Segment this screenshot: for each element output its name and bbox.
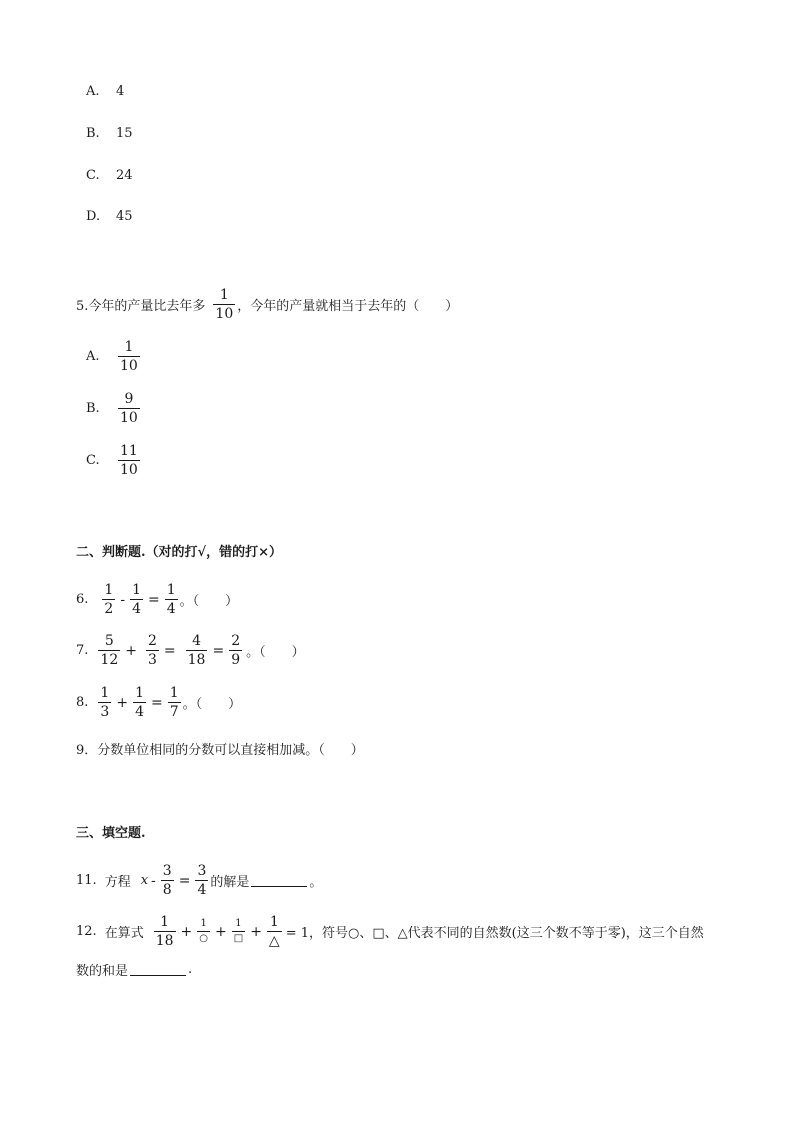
option-value: 4 (116, 84, 125, 99)
question-12 (76, 915, 704, 948)
equals: = (150, 694, 163, 711)
numerator: 1 (135, 685, 144, 701)
q5-option-a (86, 340, 142, 373)
denominator: 12 (100, 652, 119, 668)
q4-option-c (86, 168, 133, 183)
answer-parentheses: 。（ ） (246, 645, 305, 660)
denominator: □ (233, 933, 244, 944)
q6-number: 6. (76, 592, 89, 607)
section-2-title: 二、判断题.（对的打√，错的打×） (76, 545, 282, 560)
numerator: 2 (147, 633, 157, 649)
q12-number: 12. (76, 924, 97, 939)
q11-stem-pre: 方程 (104, 875, 131, 890)
question-11 (76, 864, 322, 897)
denominator: 3 (100, 704, 110, 720)
numerator: 1 (169, 685, 179, 701)
option-label: D. (86, 209, 101, 224)
denominator: 10 (215, 306, 234, 322)
fraction (102, 583, 115, 616)
option-label: C. (86, 453, 100, 468)
denominator: 4 (166, 601, 176, 617)
question-8 (76, 686, 241, 719)
answer-parentheses: 。（ ） (182, 697, 242, 712)
denominator: 8 (162, 882, 172, 898)
option-label: C. (86, 168, 100, 183)
fraction (197, 919, 210, 944)
q11-end: 。 (309, 875, 323, 890)
q8-number: 8. (76, 695, 89, 710)
operator: + (180, 923, 193, 940)
option-label: A. (86, 84, 100, 99)
numerator: 1 (160, 914, 170, 930)
denominator: △ (268, 933, 280, 949)
q4-option-d (86, 209, 133, 224)
q5-option-c (86, 444, 142, 477)
operator: + (125, 642, 137, 659)
option-fraction (118, 340, 140, 373)
q7-number: 7. (76, 643, 89, 658)
q12-line2: 数的和是 (76, 964, 129, 979)
q4-option-a (86, 84, 124, 99)
q5-stem-post: ，今年的产量就相当于去年的（ ） (237, 299, 459, 314)
denominator: 7 (169, 704, 179, 720)
denominator: 10 (120, 410, 138, 426)
fraction (165, 583, 178, 616)
denominator: 4 (135, 704, 144, 720)
numerator: 1 (166, 582, 176, 598)
option-value: 24 (116, 168, 133, 183)
numerator: 1 (219, 287, 229, 303)
fraction (186, 634, 208, 667)
numerator: 3 (162, 863, 172, 879)
numerator: 1 (235, 918, 242, 929)
denominator: 18 (187, 652, 206, 668)
equals: = (147, 591, 160, 608)
question-5 (76, 288, 458, 321)
numerator: 3 (197, 863, 207, 879)
option-fraction (118, 444, 140, 477)
option-label: B. (86, 401, 100, 416)
numerator: 9 (124, 391, 134, 407)
option-label: B. (86, 126, 100, 141)
operator: + (116, 694, 129, 711)
fraction (98, 686, 111, 719)
q12-end: . (188, 962, 193, 977)
question-6 (76, 583, 238, 616)
option-value: 15 (116, 126, 133, 141)
denominator: ○ (199, 933, 208, 944)
fraction (98, 634, 120, 667)
option-fraction (118, 392, 140, 425)
denominator: 18 (155, 933, 174, 949)
section-3-title: 三、填空题. (76, 826, 146, 841)
fraction (267, 915, 282, 948)
denominator: 4 (197, 882, 207, 898)
q11-number: 11. (76, 873, 97, 888)
numerator: 5 (104, 633, 114, 649)
numerator: 1 (100, 685, 110, 701)
question-12-line-2 (76, 960, 192, 979)
fraction (168, 686, 181, 719)
equals: = (178, 872, 191, 889)
numerator: 1 (200, 918, 207, 929)
operator: + (250, 923, 262, 940)
numerator: 4 (192, 633, 201, 649)
equals: = (212, 642, 225, 659)
numerator: 11 (120, 443, 138, 459)
option-label: A. (86, 349, 100, 364)
fraction (146, 634, 159, 667)
numerator: 1 (124, 339, 134, 355)
q12-stem-pre: 在算式 (104, 926, 144, 941)
operator: - (120, 591, 126, 608)
denominator: 2 (104, 601, 114, 617)
denominator: 3 (147, 652, 157, 668)
denominator: 4 (132, 601, 141, 617)
q5-option-b (86, 392, 142, 425)
denominator: 10 (120, 358, 138, 374)
operator: + (215, 923, 227, 940)
answer-blank[interactable] (130, 963, 186, 976)
q12-stem-rest: = 1，符号○、□、△代表不同的自然数(这三个数不等于零)，这三个自然 (285, 926, 704, 941)
denominator: 9 (231, 652, 241, 668)
q5-fraction (213, 288, 235, 321)
fraction (130, 583, 143, 616)
fraction (154, 915, 176, 948)
fraction (232, 919, 245, 944)
answer-parentheses: 。（ ） (179, 594, 239, 609)
q11-stem-post: 的解是 (210, 875, 250, 890)
fraction (195, 864, 208, 897)
answer-blank[interactable] (251, 874, 307, 887)
numerator: 1 (269, 914, 279, 930)
fraction (133, 686, 146, 719)
denominator: 10 (120, 462, 138, 478)
option-value: 45 (116, 209, 133, 224)
operator: - (151, 872, 156, 889)
question-9: 9．分数单位相同的分数可以直接相加减。（ ） (76, 743, 364, 758)
fraction (161, 864, 174, 897)
question-7 (76, 634, 305, 667)
fraction (229, 634, 242, 667)
numerator: 1 (132, 582, 141, 598)
q4-option-b (86, 126, 133, 141)
variable-x: x (140, 873, 149, 888)
numerator: 1 (104, 582, 114, 598)
numerator: 2 (231, 633, 241, 649)
equals: = (163, 642, 176, 659)
q5-stem-pre: 5.今年的产量比去年多 (76, 299, 206, 314)
